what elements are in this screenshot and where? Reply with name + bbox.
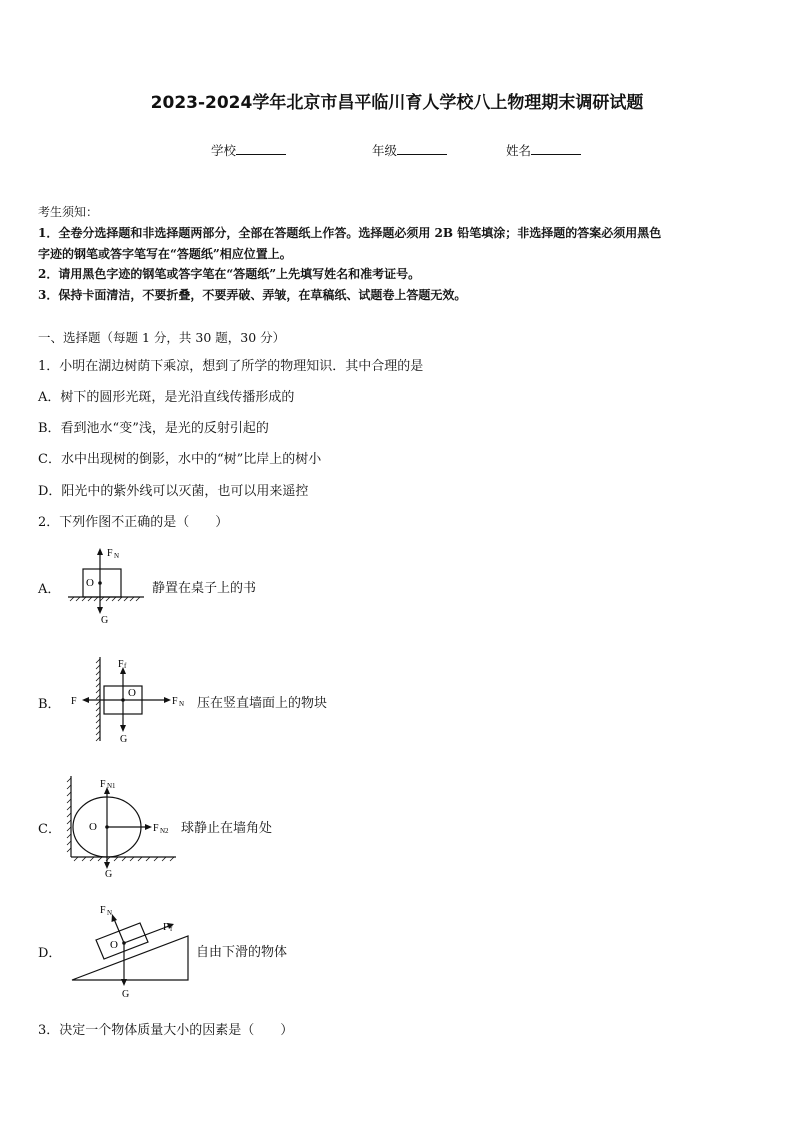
q2-option-b-letter[interactable]: B． [38,697,61,712]
notice-item-1-cont: 字迹的钢笔或答字笔写在“答题纸”相应位置上。 [38,247,292,261]
q2-option-d-letter[interactable]: D． [38,946,62,961]
q3-stem: 3．决定一个物体质量大小的因素是（ ） [38,1023,294,1038]
q2-option-c-caption: 球静止在墙角处 [181,821,273,836]
name-blank[interactable] [531,142,581,155]
label-g: G [101,615,109,626]
label-fn: F [107,548,113,559]
diagram-block-on-incline [66,900,194,1002]
label-ff-sub: f [124,662,127,670]
label-fn2-sub: N2 [160,827,169,835]
label-fn: F [100,905,106,916]
q1-option-c[interactable]: C．水中出现树的倒影，水中的“树”比岸上的树小 [38,452,322,467]
label-fn2: F [153,823,159,834]
grade-field [372,141,447,159]
q2-option-c-letter[interactable]: C． [38,822,61,837]
notice-heading: 考生须知： [38,205,99,219]
q1-stem: 1．小明在湖边树荫下乘凉，想到了所学的物理知识．其中合理的是 [38,359,424,374]
diagram-ball-in-corner [64,773,184,881]
label-g: G [105,869,113,880]
label-g: G [122,989,130,1000]
q1-option-d[interactable]: D．阳光中的紫外线可以灭菌，也可以用来遥控 [38,484,309,499]
label-g: G [120,734,128,745]
grade-blank[interactable] [397,142,447,155]
school-field [211,141,286,159]
notice-item-2: 2．请用黑色字迹的钢笔或答字笔在“答题纸”上先填写姓名和准考证号。 [38,267,421,281]
label-ff-sub: f [170,925,173,933]
label-fn-sub: N [114,552,120,560]
label-f: F [71,696,77,707]
label-o: O [128,687,136,699]
diagram-block-on-wall [62,653,192,745]
label-ff: F [163,922,169,933]
q2-option-b-caption: 压在竖直墙面上的物块 [197,696,328,711]
name-label: 姓名 [506,143,532,158]
diagram-book-on-table [60,545,150,627]
notice-item-1: 1．全卷分选择题和非选择题两部分，全部在答题纸上作答。选择题必须用 2B 铅笔填涂；非选择题的答案必须用黑色 [38,226,662,240]
label-fn1-sub: N1 [107,782,116,790]
grade-label: 年级 [372,143,398,158]
label-fn-sub: N [107,909,113,917]
q2-stem: 2．下列作图不正确的是（ ） [38,515,229,530]
q2-option-a-letter[interactable]: A． [38,582,61,597]
name-field [506,141,581,159]
label-o: O [86,577,94,589]
label-o: O [89,821,97,833]
q2-option-a-caption: 静置在桌子上的书 [152,581,257,596]
section-heading: 一、选择题（每题 1 分，共 30 题，30 分） [38,330,286,345]
q1-option-a[interactable]: A．树下的圆形光斑，是光沿直线传播形成的 [38,390,295,405]
school-label: 学校 [211,143,237,158]
label-o: O [110,939,118,951]
school-blank[interactable] [236,142,286,155]
label-fn: F [172,696,178,707]
page-title: 2023-2024学年北京市昌平临川育人学校八上物理期末调研试题 [150,93,644,113]
q2-option-d-caption: 自由下滑的物体 [196,945,288,960]
q1-option-b[interactable]: B．看到池水“变”浅，是光的反射引起的 [38,421,269,436]
notice-item-3: 3．保持卡面清洁，不要折叠，不要弄破、弄皱，在草稿纸、试题卷上答题无效。 [38,288,467,302]
label-fn1: F [100,779,106,790]
label-ff: F [118,659,124,670]
label-fn-sub: N [179,700,185,708]
